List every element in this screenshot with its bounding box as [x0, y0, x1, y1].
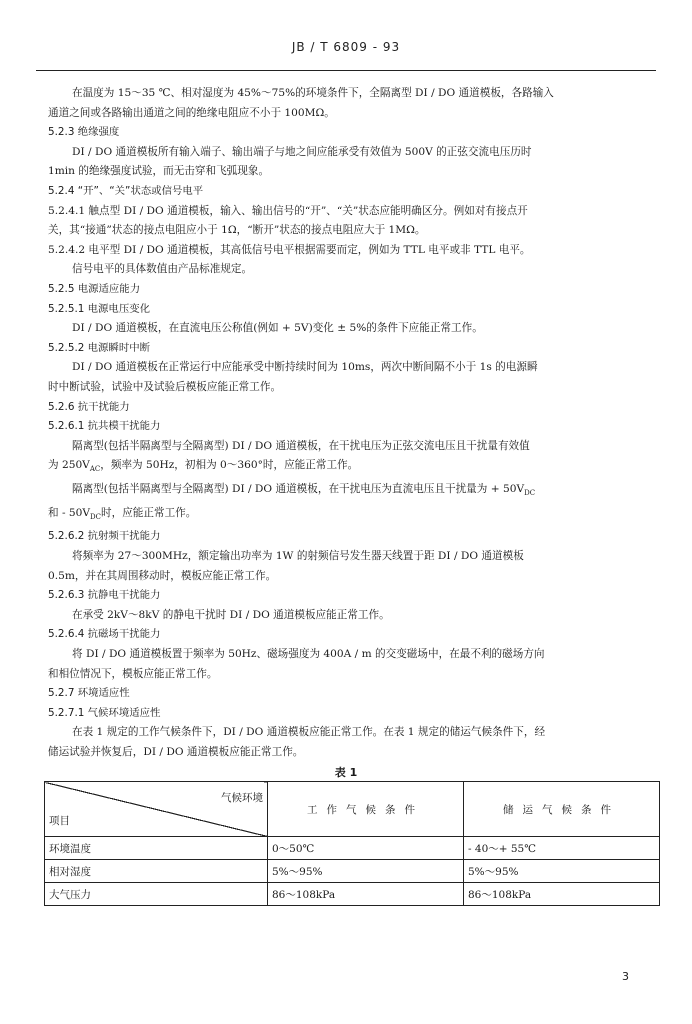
body-text — [48, 84, 650, 763]
section-heading: 5.2.4 “开”、“关”状态或信号电平 — [48, 184, 204, 197]
header-rule — [36, 70, 656, 71]
text-line — [48, 504, 650, 528]
table-cell-working: 0～50℃ — [268, 837, 464, 860]
table-row — [45, 837, 660, 860]
subscript: AC — [89, 465, 101, 474]
text-line — [48, 456, 650, 480]
table-row — [45, 860, 660, 883]
section-heading: 5.2.5.1 电源电压变化 — [48, 302, 150, 315]
section-heading: 5.2.5 电源适应能力 — [48, 282, 141, 295]
section-heading: 5.2.7.1 气候环境适应性 — [48, 706, 161, 719]
table-cell-storage: - 40～+ 55℃ — [464, 837, 660, 860]
text-line: DI / DO 通道模板，在直流电压公称值(例如 + 5V)变化 ± 5%的条件下应能正常工作。 — [72, 322, 483, 335]
section-heading: 5.2.5.2 电源瞬时中断 — [48, 341, 150, 354]
section-heading: 5.2.6.2 抗射频干扰能力 — [48, 530, 161, 543]
text-line: 信号电平的具体数值由产品标准规定。 — [72, 263, 253, 276]
text-line: 在温度为 15～35 ℃、相对湿度为 45%～75%的环境条件下，全隔离型 DI / DO 通道模板，各路输入 — [72, 87, 554, 99]
diagonal-header-cell — [45, 782, 268, 837]
section-heading: 5.2.6 抗干扰能力 — [48, 400, 130, 413]
page-number: 3 — [622, 970, 629, 983]
text-fragment: 和 - 50V — [48, 506, 91, 519]
column-header-working: 工作气候条件 — [268, 782, 464, 837]
section-heading: 5.2.6.3 抗静电干扰能力 — [48, 589, 161, 602]
table-header-row — [45, 782, 660, 837]
column-header-storage: 储运气候条件 — [464, 782, 660, 837]
text-line: 和相位情况下，模板应能正常工作。 — [48, 667, 218, 680]
text-fragment: 时，应能正常工作。 — [101, 506, 197, 519]
text-line: 5.2.4.2 电平型 DI / DO 通道模板，其高低信号电平根据需要而定，例如为 TTL 电平或非 TTL 电平。 — [48, 243, 531, 256]
diagonal-header-bottom-label: 项目 — [49, 815, 70, 827]
text-line: 5.2.4.1 触点型 DI / DO 通道模板，输入、输出信号的“开”、“关”状态应能明确区分。例如对有接点开 — [48, 204, 528, 217]
climate-conditions-table — [44, 781, 660, 906]
text-line: 关，其“接通”状态的接点电阻应小于 1Ω，“断开”状态的接点电阻应大于 1MΩ。 — [48, 224, 426, 237]
text-line: DI / DO 通道模板在正常运行中应能承受中断持续时间为 10ms，两次中断间隔不小于 1s 的电源瞬 — [72, 361, 538, 374]
table-cell-storage: 86～108kPa — [464, 883, 660, 906]
section-heading: 5.2.6.1 抗共模干扰能力 — [48, 420, 161, 433]
text-line: 隔离型(包括半隔离型与全隔离型) DI / DO 通道模板，在干扰电压为正弦交流电压且干扰量有效值 — [72, 439, 530, 452]
table-cell-item: 环境温度 — [45, 837, 268, 860]
table-cell-working: 5%～95% — [268, 860, 464, 883]
section-heading: 5.2.6.4 抗磁场干扰能力 — [48, 628, 161, 641]
text-line: 将频率为 27～300MHz，额定输出功率为 1W 的射频信号发生器天线置于距 DI / DO 通道模板 — [72, 549, 524, 562]
text-fragment: 为 250V — [48, 459, 90, 472]
table-cell-item: 大气压力 — [45, 883, 268, 906]
text-line: 0.5m，并在其周围移动时，模板应能正常工作。 — [48, 569, 277, 582]
text-line: 将 DI / DO 通道模板置于频率为 50Hz、磁场强度为 400A / m 的交变磁场中，在最不利的磁场方向 — [72, 647, 545, 660]
text-line: 在承受 2kV～8kV 的静电干扰时 DI / DO 通道模板应能正常工作。 — [72, 608, 390, 621]
section-heading: 5.2.7 环境适应性 — [48, 687, 130, 700]
subscript: DC — [90, 512, 102, 521]
text-line: 在表 1 规定的工作气候条件下，DI / DO 通道模板应能正常工作。在表 1 规定的储运气候条件下，经 — [72, 726, 546, 739]
table-title: 表 1 — [334, 766, 358, 779]
table-cell-item: 相对湿度 — [45, 860, 268, 883]
text-line: 1min 的绝缘强度试验，而无击穿和飞弧现象。 — [48, 165, 270, 178]
subscript: DC — [524, 489, 536, 498]
text-line — [48, 480, 650, 504]
table-row — [45, 883, 660, 906]
text-fragment: 隔离型(包括半隔离型与全隔离型) DI / DO 通道模板，在干扰电压为直流电压且干扰量为 + 50V — [72, 482, 525, 495]
text-line: 时中断试验，试验中及试验后模板应能正常工作。 — [48, 380, 282, 393]
text-line: DI / DO 通道模板所有输入端子、输出端子与地之间应能承受有效值为 500V 的正弦交流电压历时 — [72, 145, 532, 158]
table-cell-working: 86～108kPa — [268, 883, 464, 906]
text-line: 通道之间或各路输出通道之间的绝缘电阻应不小于 100MΩ。 — [48, 106, 335, 119]
section-heading: 5.2.3 绝缘强度 — [48, 126, 120, 139]
diagonal-header-top-label: 气候环境 — [221, 792, 263, 804]
text-fragment: ，频率为 50Hz，初相为 0～360°时，应能正常工作。 — [100, 459, 359, 472]
standard-code-header: JB / T 6809 - 93 — [291, 40, 401, 54]
text-line: 储运试验并恢复后，DI / DO 通道模板应能正常工作。 — [48, 745, 304, 758]
table-cell-storage: 5%～95% — [464, 860, 660, 883]
